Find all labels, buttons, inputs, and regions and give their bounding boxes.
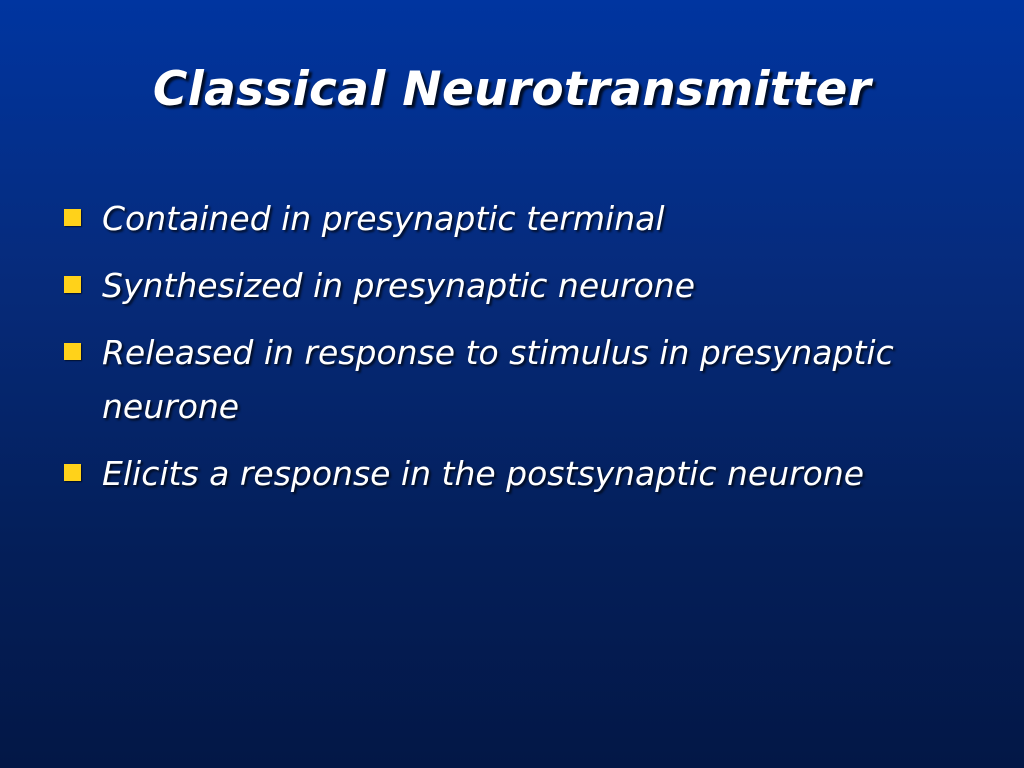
bullet-text: Elicits a response in the postsynaptic neurone — [102, 454, 865, 493]
square-bullet-icon — [64, 464, 81, 481]
square-bullet-icon — [64, 276, 81, 293]
bullet-list — [64, 192, 964, 514]
bullet-text: Released in response to stimulus in presynaptic neurone — [102, 333, 894, 426]
slide-title: Classical Neurotransmitter — [152, 62, 872, 117]
bullet-item — [64, 192, 964, 246]
bullet-text: Contained in presynaptic terminal — [102, 199, 665, 238]
square-bullet-icon — [64, 343, 81, 360]
bullet-item — [64, 259, 964, 313]
bullet-item — [64, 447, 964, 501]
bullet-text: Synthesized in presynaptic neurone — [102, 266, 696, 305]
bullet-item — [64, 326, 964, 434]
square-bullet-icon — [64, 209, 81, 226]
